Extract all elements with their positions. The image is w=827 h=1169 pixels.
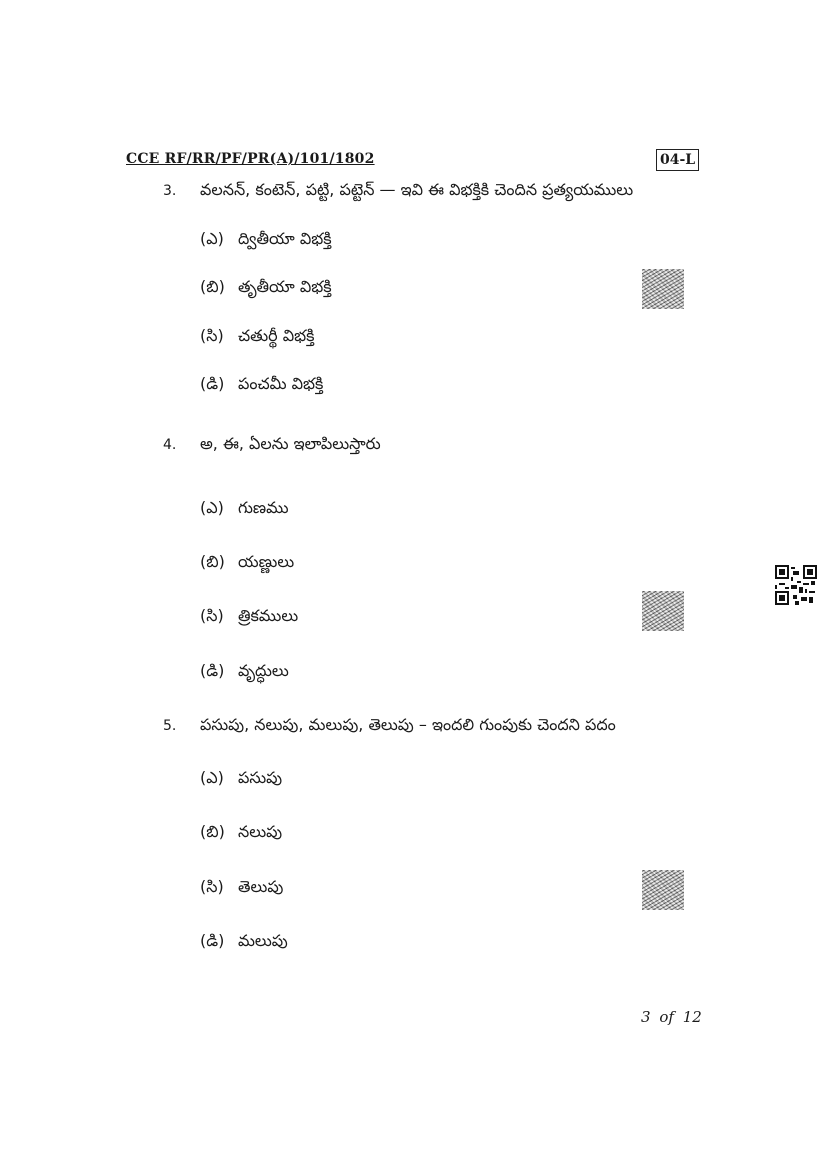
option-text: త్రికములు [238,606,299,625]
question-text: అ, ఈ, ఏలను ఇలాపిలుస్తారు [200,434,381,453]
question-number: 4. [163,437,177,453]
option-text: యణ్ణులు [238,552,295,571]
page-of: of [659,1008,674,1026]
option-label: (సి) [200,877,224,896]
option-text: తృతీయా విభక్తి [238,277,332,296]
option-text: ద్వితీయా విభక్తి [238,229,332,248]
option-b [200,822,282,845]
option-c [200,606,298,629]
question-text: పసుపు, నలుపు, మలుపు, తెలుపు – ఇందలి గుంపుకు చెందని పదం [200,715,616,734]
option-c [200,877,283,900]
option-label: (బి) [200,822,225,841]
qr-code-icon [775,565,817,605]
security-pattern-image [642,591,684,631]
security-pattern-image [642,870,684,910]
security-pattern-image [642,269,684,309]
option-label: (ఎ) [200,229,224,248]
page-total: 12 [682,1008,702,1026]
option-d [200,931,288,954]
option-text: నలుపు [238,822,283,841]
option-a [200,768,282,791]
option-a [200,229,332,252]
option-text: పసుపు [238,768,283,787]
option-text: వృద్ధులు [238,661,289,680]
option-label: (డి) [200,661,225,680]
option-label: (డి) [200,374,225,393]
option-a [200,498,289,521]
option-label: (సి) [200,326,224,345]
option-d [200,374,323,397]
question-number: 5. [163,718,177,734]
paper-code-box: 04-L [656,149,699,171]
page-current: 3 [641,1008,651,1026]
option-d [200,661,289,684]
option-label: (ఎ) [200,768,224,787]
option-label: (డి) [200,931,225,950]
option-text: పంచమీ విభక్తి [238,374,324,393]
document-code: CCE RF/RR/PF/PR(A)/101/1802 [126,151,375,167]
option-b [200,277,332,300]
option-label: (సి) [200,606,224,625]
option-c [200,326,314,349]
option-label: (ఎ) [200,498,224,517]
question-text: వలనన్, కంటెన్, పట్టి, పట్టెన్ — ఇవి ఈ విభక్తికి చెందిన ప్రత్యయములు [200,180,634,199]
option-text: తెలుపు [238,877,284,896]
page-number [641,1008,702,1026]
option-label: (బి) [200,552,225,571]
question-number: 3. [163,183,177,199]
option-b [200,552,294,575]
option-text: మలుపు [238,931,288,950]
option-text: చతుర్థీ విభక్తి [238,326,315,345]
option-label: (బి) [200,277,225,296]
option-text: గుణము [238,498,289,517]
